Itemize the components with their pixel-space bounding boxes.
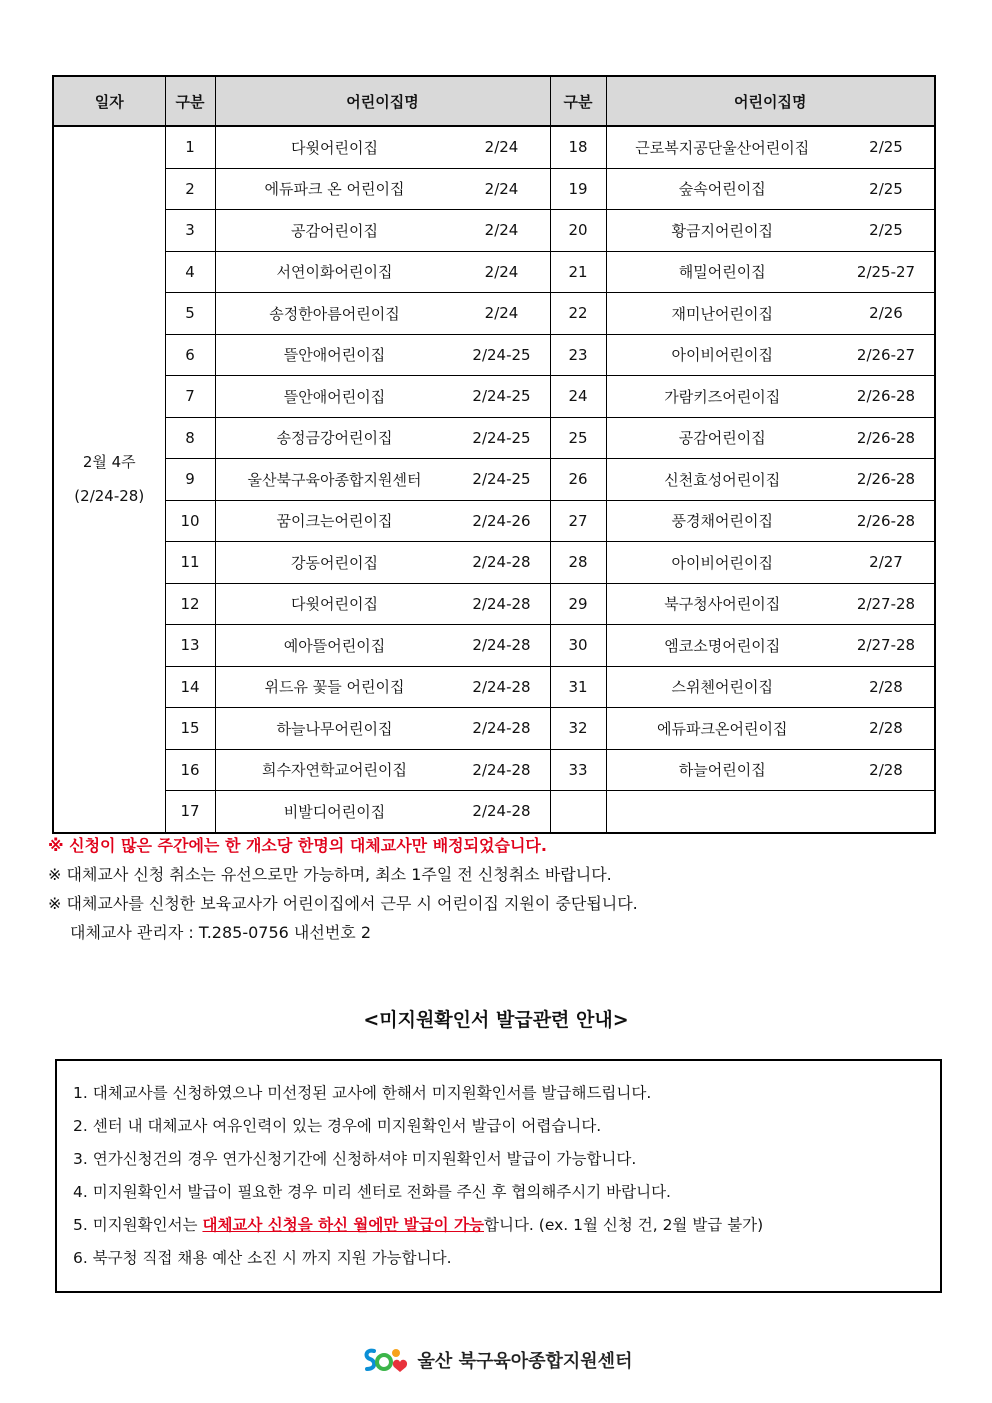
table-row	[53, 791, 935, 833]
info-section-title: <미지원확인서 발급관련 안내>	[363, 1009, 629, 1031]
header-division-left: 구분	[165, 76, 215, 126]
daycare-entry-left	[215, 708, 550, 750]
daycare-entry-right	[606, 666, 935, 708]
row-number-left: 4	[165, 251, 215, 293]
info-item-1: 1. 대체교사를 신청하였으나 미선정된 교사에 한해서 미지원확인서를 발급해드립니다.	[73, 1084, 652, 1102]
row-number-right: 33	[550, 749, 606, 791]
daycare-date: 2/24	[484, 221, 519, 240]
info-item-6: 6. 북구청 직접 채용 예산 소진 시 까지 지원 가능합니다.	[73, 1249, 452, 1267]
daycare-date: 2/24-28	[472, 802, 531, 821]
table-row	[53, 417, 935, 459]
week-range: (2/24-28)	[74, 487, 145, 506]
row-number-left: 9	[165, 459, 215, 501]
row-number-left: 14	[165, 666, 215, 708]
table-row	[53, 459, 935, 501]
notice-assignment-limit: ※ 신청이 많은 주간에는 한 개소당 한명의 대체교사만 배정되었습니다.	[48, 836, 547, 855]
row-number-right	[550, 791, 606, 833]
row-number-right: 29	[550, 583, 606, 625]
header-name-right: 어린이집명	[606, 76, 935, 126]
info-item-5-suffix: 합니다. (ex. 1월 신청 건, 2월 발급 불가)	[484, 1216, 764, 1234]
row-number-right: 31	[550, 666, 606, 708]
info-item-5	[73, 1209, 924, 1242]
daycare-name: 아이비어린이집	[671, 346, 773, 365]
daycare-date: 2/24	[484, 179, 519, 198]
row-number-left: 1	[165, 126, 215, 168]
daycare-name: 송정한아름어린이집	[269, 304, 400, 323]
daycare-name: 에듀파크 온 어린이집	[264, 180, 405, 199]
daycare-name: 엠코소명어린이집	[664, 636, 781, 655]
daycare-name: 꿈이크는어린이집	[276, 512, 393, 531]
notice-support-suspension: ※ 대체교사를 신청한 보육교사가 어린이집에서 근무 시 어린이집 지원이 중단됩니다.	[48, 894, 638, 913]
daycare-entry-left	[215, 500, 550, 542]
table-row	[53, 749, 935, 791]
daycare-entry-left	[215, 168, 550, 210]
daycare-date: 2/28	[869, 719, 903, 738]
header-division-right: 구분	[550, 76, 606, 126]
daycare-name: 공감어린이집	[678, 429, 766, 448]
table-row	[53, 376, 935, 418]
daycare-date: 2/25	[869, 221, 903, 240]
info-box	[55, 1059, 942, 1293]
daycare-name: 서연이화어린이집	[276, 263, 393, 282]
substitute-teacher-schedule-table	[52, 75, 936, 834]
daycare-name: 아이비어린이집	[671, 553, 773, 572]
row-number-right: 22	[550, 293, 606, 335]
daycare-entry-left	[215, 791, 550, 833]
daycare-date: 2/24-26	[472, 511, 531, 530]
daycare-entry-right	[606, 126, 935, 168]
table-row	[53, 708, 935, 750]
daycare-date: 2/24-25	[472, 345, 531, 364]
daycare-name: 송정금강어린이집	[276, 429, 393, 448]
table-row	[53, 334, 935, 376]
row-number-right: 30	[550, 625, 606, 667]
daycare-date: 2/24-28	[472, 594, 531, 613]
daycare-name: 뜰안애어린이집	[283, 346, 386, 365]
daycare-name: 비발디어린이집	[283, 802, 386, 821]
row-number-left: 7	[165, 376, 215, 418]
daycare-date: 2/24-25	[472, 470, 531, 489]
week-period-cell	[53, 126, 165, 833]
table-row	[53, 583, 935, 625]
row-number-left: 6	[165, 334, 215, 376]
daycare-name: 뜰안애어린이집	[283, 387, 386, 406]
info-item-5-highlight: 대체교사 신청을 하신 월에만 발급이 가능	[202, 1216, 484, 1234]
row-number-right: 19	[550, 168, 606, 210]
daycare-name: 해밀어린이집	[678, 263, 766, 282]
notice-list	[48, 831, 948, 947]
daycare-date: 2/24-25	[472, 428, 531, 447]
daycare-entry-left	[215, 293, 550, 335]
daycare-entry-right	[606, 210, 935, 252]
info-item-3: 3. 연가신청건의 경우 연가신청기간에 신청하셔야 미지원확인서 발급이 가능합니다.	[73, 1150, 637, 1168]
daycare-date: 2/24	[484, 262, 519, 281]
row-number-left: 5	[165, 293, 215, 335]
daycare-entry-right	[606, 251, 935, 293]
manager-contact: 대체교사 관리자 : T.285-0756 내선번호 2	[70, 923, 372, 942]
daycare-date: 2/25	[869, 179, 903, 198]
table-row	[53, 210, 935, 252]
daycare-entry-right	[606, 376, 935, 418]
row-number-right: 25	[550, 417, 606, 459]
daycare-entry-right	[606, 708, 935, 750]
daycare-date: 2/24-28	[472, 553, 531, 572]
daycare-entry-left	[215, 666, 550, 708]
daycare-entry-right	[606, 334, 935, 376]
daycare-name: 스위첸어린이집	[671, 678, 773, 697]
row-number-right: 23	[550, 334, 606, 376]
daycare-entry-right	[606, 293, 935, 335]
row-number-left: 13	[165, 625, 215, 667]
row-number-left: 8	[165, 417, 215, 459]
daycare-entry-left	[215, 459, 550, 501]
daycare-date: 2/24-25	[472, 387, 531, 406]
daycare-entry-right	[606, 168, 935, 210]
row-number-left: 17	[165, 791, 215, 833]
daycare-date: 2/28	[869, 677, 903, 696]
table-header-row	[53, 76, 935, 126]
daycare-name: 공감어린이집	[291, 221, 378, 240]
daycare-name: 울산북구육아종합지원센터	[247, 470, 422, 489]
daycare-date: 2/26-28	[856, 470, 916, 489]
row-number-right: 28	[550, 542, 606, 584]
row-number-left: 3	[165, 210, 215, 252]
daycare-name: 가람키즈어린이집	[664, 387, 781, 406]
daycare-date: 2/28	[869, 760, 903, 779]
daycare-entry-left	[215, 126, 550, 168]
daycare-date: 2/26-28	[856, 428, 916, 447]
daycare-name: 재미난어린이집	[671, 304, 773, 323]
daycare-name: 북구청사어린이집	[664, 595, 781, 614]
daycare-entry-right	[606, 459, 935, 501]
table-row	[53, 542, 935, 584]
center-name: 울산 북구육아종합지원센터	[417, 1351, 633, 1372]
daycare-entry-right	[606, 417, 935, 459]
daycare-name: 다윗어린이집	[291, 595, 378, 614]
row-number-right: 32	[550, 708, 606, 750]
daycare-name: 희수자연학교어린이집	[262, 761, 407, 780]
daycare-entry-left	[215, 251, 550, 293]
table-row	[53, 251, 935, 293]
daycare-date: 2/26-28	[856, 511, 916, 530]
notice-cancellation: ※ 대체교사 신청 취소는 유선으로만 가능하며, 최소 1주일 전 신청취소 바랍니다.	[48, 865, 612, 884]
daycare-entry-right	[606, 625, 935, 667]
daycare-name: 하늘어린이집	[678, 761, 766, 780]
daycare-date: 2/25	[869, 138, 903, 157]
daycare-entry-left	[215, 583, 550, 625]
row-number-left: 11	[165, 542, 215, 584]
daycare-date: 2/24-28	[472, 636, 531, 655]
table-row	[53, 168, 935, 210]
row-number-right: 20	[550, 210, 606, 252]
daycare-date: 2/26-27	[856, 345, 916, 364]
daycare-entry-left	[215, 417, 550, 459]
row-number-left: 16	[165, 749, 215, 791]
table-row	[53, 293, 935, 335]
daycare-entry-left	[215, 542, 550, 584]
daycare-entry-right	[606, 542, 935, 584]
daycare-date: 2/24	[484, 138, 519, 157]
daycare-date: 2/26-28	[856, 387, 916, 406]
daycare-date: 2/25-27	[856, 262, 916, 281]
daycare-name: 에듀파크온어린이집	[657, 719, 788, 738]
daycare-name: 숲속어린이집	[678, 180, 766, 199]
daycare-date: 2/27-28	[856, 636, 916, 655]
info-item-4: 4. 미지원확인서 발급이 필요한 경우 미리 센터로 전화를 주신 후 협의해주시기 바랍니다.	[73, 1183, 671, 1201]
row-number-right: 21	[550, 251, 606, 293]
daycare-entry-left	[215, 210, 550, 252]
daycare-entry-left	[215, 625, 550, 667]
row-number-left: 15	[165, 708, 215, 750]
daycare-date: 2/26	[869, 304, 903, 323]
table-row	[53, 500, 935, 542]
row-number-left: 2	[165, 168, 215, 210]
daycare-name: 황금지어린이집	[671, 221, 773, 240]
daycare-name: 근로복지공단울산어린이집	[635, 138, 810, 157]
daycare-name: 강동어린이집	[291, 553, 378, 572]
daycare-entry-left	[215, 749, 550, 791]
daycare-entry-right	[606, 583, 935, 625]
daycare-entry-left	[215, 334, 550, 376]
row-number-right: 27	[550, 500, 606, 542]
table-row	[53, 126, 935, 168]
header-date: 일자	[53, 76, 165, 126]
daycare-name: 예아뜰어린이집	[283, 636, 386, 655]
daycare-name: 위드유 꽃들 어린이집	[264, 678, 405, 697]
daycare-date: 2/27-28	[856, 594, 916, 613]
info-item-2: 2. 센터 내 대체교사 여유인력이 있는 경우에 미지원확인서 발급이 어렵습니다.	[73, 1117, 602, 1135]
row-number-right: 18	[550, 126, 606, 168]
footer	[0, 1345, 992, 1375]
row-number-left: 12	[165, 583, 215, 625]
row-number-right: 24	[550, 376, 606, 418]
info-item-5-prefix: 5. 미지원확인서는	[73, 1216, 203, 1234]
daycare-name: 하늘나무어린이집	[276, 719, 393, 738]
daycare-entry-right	[606, 791, 935, 833]
daycare-date: 2/24-28	[472, 760, 531, 779]
week-label: 2월 4주	[82, 453, 136, 472]
daycare-name: 신천효성어린이집	[664, 470, 781, 489]
daycare-date: 2/24	[484, 304, 519, 323]
daycare-date: 2/24-28	[472, 719, 531, 738]
row-number-left: 10	[165, 500, 215, 542]
daycare-entry-right	[606, 749, 935, 791]
table-row	[53, 625, 935, 667]
daycare-entry-right	[606, 500, 935, 542]
daycare-name: 다윗어린이집	[291, 138, 378, 157]
row-number-right: 26	[550, 459, 606, 501]
daycare-entry-left	[215, 376, 550, 418]
daycare-name: 풍경채어린이집	[671, 512, 773, 531]
table-row	[53, 666, 935, 708]
center-logo-icon	[360, 1345, 410, 1375]
daycare-date: 2/24-28	[472, 677, 531, 696]
header-name-left: 어린이집명	[215, 76, 550, 126]
daycare-date: 2/27	[869, 553, 903, 572]
